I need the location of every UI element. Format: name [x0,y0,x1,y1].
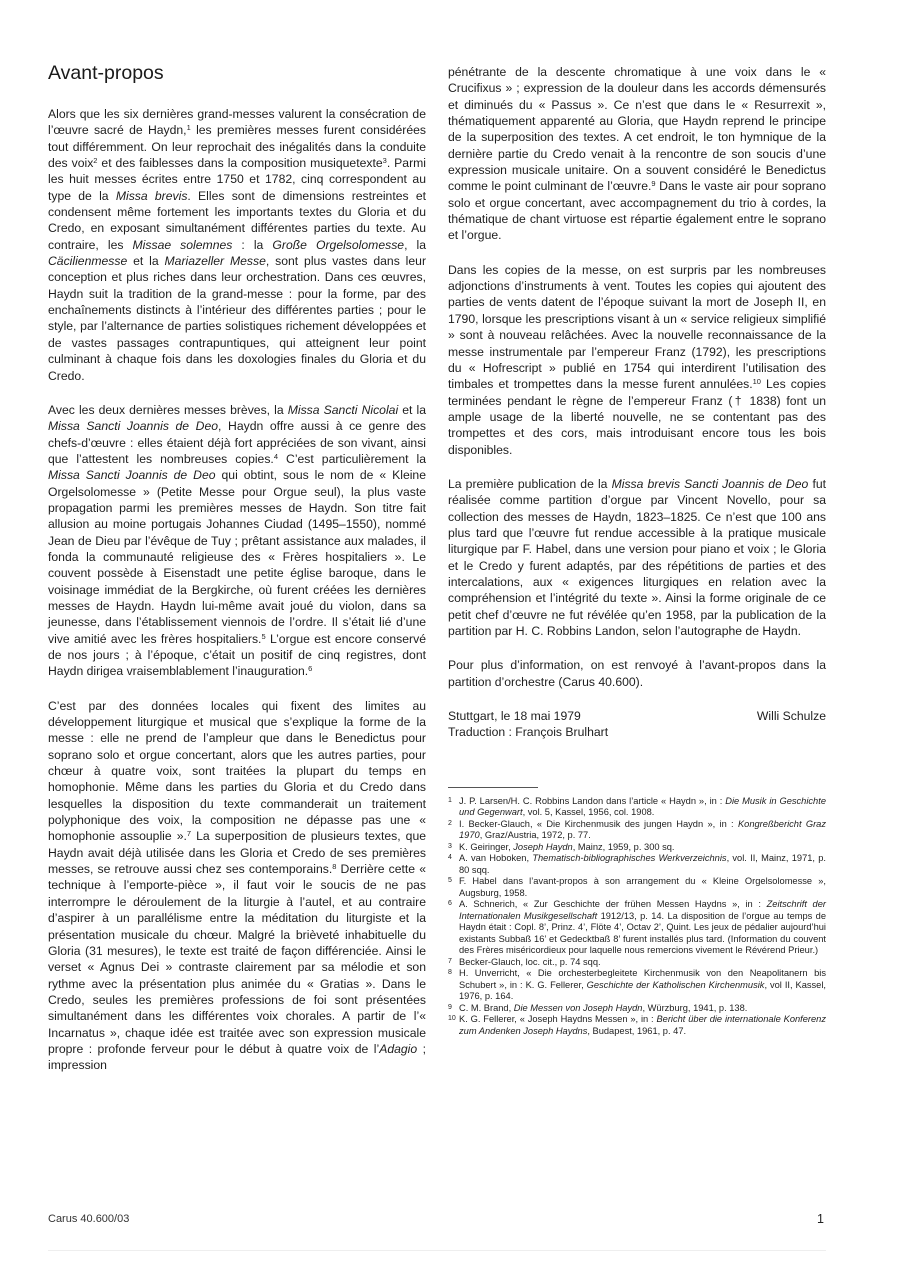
footnote-1: 1 J. P. Larsen/H. C. Robbins Landon dans l’article « Haydn », in : Die Musik in Geschichte und Gegenwart, vol. 5, Kassel, 1956, col. 1908. [448,795,826,818]
paragraph-form: C’est par des données locales qui fixent des limites au développement liturgique et musical que s’explique la forme de la messe : elle ne prend de l’ampleur que dans le Benedictus pour soprano solo et orgue concertant, alors que les autres parties, pour chœur à quatre voix, sont traitées la plupart du temps en homophonie. Même dans les parties du Gloria et du Credo dans lesquelles la disposition du texte commanderait un traitement polyphonique des voix, la composition ne dépasse pas une « homophonie assouplie ».$^7$ La superposition de plusieurs textes, que Haydn avait déjà utilisée dans les Gloria et Credo de ses premières messes, se retrouve aussi chez ses contemporains.$^8$ Derrière cette « technique à l’emporte-pièce », il faut voir le soucis de ne pas interrompre le déroulement de la liturgie à l’autel, et au contraire d’aspirer à un parallélisme entre la méditation du liturgiste et la présentation musicale du chœur. Malgré la brièveté inhabituelle du Gloria (31 mesures), le texte est traité de façon différenciée. Ainsi le verset « Agnus Dei » contraste clairement par sa mélodie et son rythme avec la présentation plus animée du « Gratias ». Dans le Credo, seules les premières professions de foi sont présentées simultanément dans les différentes voix chorales. A partir de l’« Incarnatus », chaque idée est traitée avec son expression musicale propre : profonde ferveur pour le début à quatre voix de l’Adagio ; impression [48,698,426,1073]
paragraph-credo: pénétrante de la descente chromatique à une voix dans le « Crucifixus » ; expression de la douleur dans les accords démensurés et diminués du « Passus ». Ce n’est que dans le « Resurrexit », thématiquement apparenté au Gloria, que Haydn reprend le principe de la superposition des textes. A cet endroit, le ton hymnique de la dernière partie du Credo venait à la rencontre de son soucis d’une expression musicale unitaire. On a souvent considéré le Benedictus comme le point culminant de l’œuvre.$^9$ Dans le vaste air pour soprano solo et orgue concertant, avec accompagnement du trio à cordes, la thématique de chant virtuose est répartie également entre le soprano et l’orgue. [448,65,826,243]
footnote-number: 3 [448,842,452,850]
footnote-5: 5 F. Habel dans l’avant-propos à son arrangement du « Kleine Orgelsolomesse », Augsburg, 1958. [448,876,826,898]
paragraph-publication: La première publication de la Missa brevis Sancti Joannis de Deo fut réalisée comme partition d’orgue par Vincent Novello, pour sa collection des messes de Haydn, 1823–1825. Ce n’est que 100 ans plus tard que l’œuvre fut rendue accessible à la pratique musicale liturgique par F. Habel, dans une version pour piano et voix ; le Gloria et le Credo y furent adaptés, par des répétitions de parties et des intercalations, aux « exigences liturgiques en relation avec la compréhension et l’intégrité du texte ». Ainsi la forme originale de ce petit chef d’œuvre ne fut révélée qu’en 1958, par la publication de la partition par H. C. Robbins Landon, selon l’autographe de Haydn. [448,476,827,638]
translation-credit: Traduction : François Brulhart [448,725,609,740]
paragraph-introduction: Alors que les six dernières grand-messes valurent la consécration de l’œuvre sacré de Haydn,$^1$ les premières messes furent considérées tout différemment. On leur reprochait des inégalités dans la conduite des voix$^2$ et des faiblesses dans la composition musiquetexte$^3$. Parmi les huit messes écrites entre 1750 et 1782, cinq correspondent au type de la Missa brevis. Elles sont de dimensions restreintes et condensent même fortement les importants textes du Gloria et du Credo, en exposant simultanément différentes parties du texte. Au contraire, les Missae solemnes : la Große Orgelsolomesse, la Cäcilienmesse et la Mariazeller Messe, sont plus vastes dans leur conception et plus riches dans leur orchestration. Dans ces œuvres, Haydn suit la tradition de la grand-messe : pour la forme, par des enchaînements distincts à l’intérieur des différentes parties ; pour le style, par l’alternance de parties solistiques richement développées et de vastes passages contrapuntiques, qui atteignent leur point culminant à chaque fois dans les doxologies finales du Gloria et du Credo. [48,107,427,383]
footnote-number: 2 [448,819,452,827]
catalog-number: Carus 40.600/03 [48,1213,130,1225]
paragraph-missa-brevis: Avec les deux dernières messes brèves, la Missa Sancti Nicolai et la Missa Sancti Joannis de Deo, Haydn offre aussi à ce genre des chefs-d’œuvre : elles étaient déjà fort appréciées de son vivant, ainsi que l’attestent les nombreuses copies.$^4$ C’est particulièrement la Missa Sancti Joannis de Deo qui obtint, sous le nom de « Kleine Orgelsolomesse » (Petite Messe pour Orgue seul), la plus vaste propagation parmi les premières messes de Haydn. Son titre fait allusion au moine portugais Johannes Ciudad (1495–1550), nommé Jean de Dieu par l’évêque de Tuy ; prêtant assistance aux malades, il fonda la communauté religieuse des « Frères hospitaliers ». Le couvent possède à Eisenstadt une petite église baroque, dans le voisinage immédiat de la Bergkirche, où furent créées les dernières messes de Haydn. Haydn lui-même avait joué du violon, dans sa jeunesse, dans l’établissement viennois de l’ordre. Il s’était lié d’une vive amitié avec les frères hospitaliers.$^5$ L’orgue est encore conservé de nos jours ; à l’époque, c’était un positif de cinq registres, dont Haydn dirigea vraisemblablement l’inauguration.$^6$ [48,402,426,679]
footnote-9: 9 C. M. Brand, Die Messen von Joseph Haydn, Würzburg, 1941, p. 138. [448,1002,748,1013]
footer-divider [48,1250,826,1251]
footnote-list [448,796,826,1038]
footnote-3: 3 K. Geiringer, Joseph Haydn, Mainz, 1959, p. 300 sq. [448,841,675,852]
left-column [48,62,426,1092]
footnote-divider [448,787,538,788]
author-name: Willi Schulze [756,709,826,724]
footnote-6: 6 A. Schnerich, « Zur Geschichte der frühen Messen Haydns », in : Zeitschrift der Internationalen Musikgesellschaft 1912/13, p. 14. La disposition de l’orgue au temps de Haydn était : Copl. 8’, Prinz. 4’, Flöte 4’, Octav 2’, Quint. Les jeux de pédalier aujourd’hui existants Subbaß 16’ et Gedecktbaß 8’ furent installés plus tard. (Information du couvent des Frères miséricordieux pour laquelle nous remercions vivement le Révérend Prieur.) [448,899,827,956]
footnote-number: 10 [448,1015,456,1023]
footnote-number: 6 [448,900,452,908]
footnote-number: 9 [448,1003,452,1011]
footnote-8: 8 H. Unverricht, « Die orchesterbegleitete Kirchenmusik von den Neapolitanern bis Schubert », in : K. G. Fellerer, Geschichte der Katholischen Kirchenmusik, vol II, Kassel, 1976, p. 164. [448,968,827,1002]
footnote-2: 2 I. Becker-Glauch, « Die Kirchenmusik des jungen Haydn », in : Kongreßbericht Graz 1970, Graz/Austria, 1972, p. 77. [448,818,826,841]
footnote-number: 5 [448,877,452,885]
right-column [448,64,826,1037]
footnote-7: 7 Becker-Glauch, loc. cit., p. 74 sqq. [448,956,601,967]
footnote-number: 7 [448,957,452,965]
paragraph-reference: Pour plus d’information, on est renvoyé à l’avant-propos dans la partition d’orchestre (Carus 40.600). [448,658,826,689]
paragraph-copies: Dans les copies de la messe, on est surpris par les nombreuses adjonctions d’instruments à vent. Toutes les copies qui ajoutent des parties de vents datent de l’époque suivant la mort de Joseph II, en 1790, lorsque les prescriptions visant à un « service religieux simplifié » sont à nouveau relâchées. Avec la nouvelle reconnaissance de la messe instrumentale par l’empereur Franz (1792), les prescriptions du « Hofrescript » publié en 1754 qui interdirent l’utilisation des timbales et trompettes dans la messe furent annulées.$^{10}$ Les copies terminées pendant le règne de l’empereur Franz († 1838) font un ample usage de la liberté nouvelle, ne se contentant pas des trompettes et des cors, mais introduisant encore tous les bois disponibles. [448,262,826,457]
footnote-4: 4 A. van Hoboken, Thematisch-bibliographisches Werkverzeichnis, vol. II, Mainz, 1971, p. 80 sqq. [448,853,827,875]
page-number: 1 [817,1212,824,1226]
footnote-number: 4 [448,854,452,862]
footnote-10: 10 K. G. Fellerer, « Joseph Haydns Messen », in : Bericht über die internationale Konferenz zum Andenken Joseph Haydns, Budapest, 1961, p. 47. [448,1014,826,1036]
footnote-number: 1 [448,796,452,804]
footnote-number: 8 [448,969,452,977]
page-title: Avant-propos [48,62,164,84]
place-date: Stuttgart, le 18 mai 1979 [448,709,581,724]
signature-block [448,708,826,741]
